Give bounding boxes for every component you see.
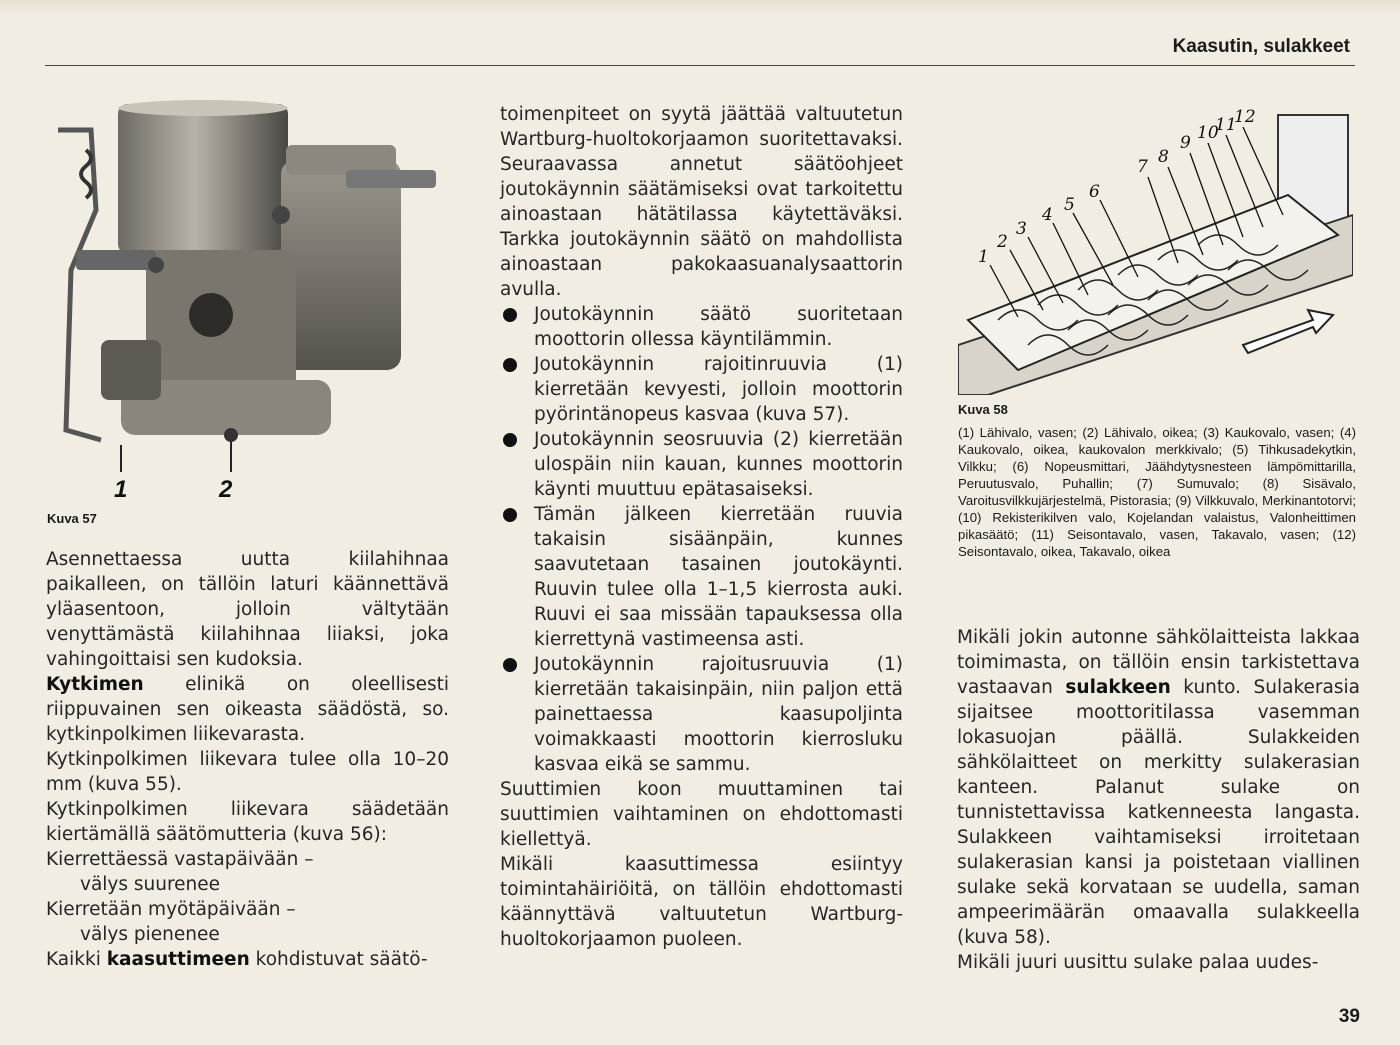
bullet-item	[500, 652, 903, 777]
bold-term: sulakkeen	[1065, 677, 1171, 698]
bold-term: kaasuttimeen	[106, 949, 250, 970]
column-2	[500, 102, 903, 952]
paragraph: välys suurenee	[80, 874, 221, 895]
bullet-text: Joutokäynnin rajoitusruuvia (1) kierretään takaisinpäin, niin paljon että painettaessa kaasupoljinta voimakkaasti moottorin kierrosluku kasvaa eikä se sammu.	[534, 654, 903, 775]
bullet-icon	[503, 358, 517, 372]
column-3	[957, 625, 1360, 975]
header-rule	[45, 65, 1355, 66]
paragraph-text: Mikäli jokin autonne sähkölaitteista lakkaa toimimasta, on tällöin ensin tarkistettava vastaavan	[957, 627, 1360, 698]
bullet-item	[500, 427, 903, 502]
figure58-caption: Kuva 58	[958, 402, 1008, 417]
fuse-number: 1	[978, 247, 989, 267]
paragraph: välys pienenee	[80, 924, 220, 945]
fuse-number: 12	[1234, 107, 1256, 127]
paragraph: Suuttimien koon muuttaminen tai suuttimien vaihtaminen on ehdottomasti kiellettyä.	[500, 779, 903, 850]
figure57-label-1: 1	[114, 476, 128, 503]
fuse-number: 4	[1042, 205, 1053, 225]
carburetor-photo-icon	[46, 100, 446, 500]
bullet-icon	[503, 308, 517, 322]
paragraph: Mikäli kaasuttimessa esiintyy toimintahäiriöitä, on tällöin ehdottomasti käännyttävä valtuutetun Wartburg-huoltokorjaamon puoleen.	[500, 854, 903, 950]
figure57-caption: Kuva 57	[47, 511, 97, 526]
paragraph: Kytkinpolkimen liikevara tulee olla 10–20 mm (kuva 55).	[46, 749, 449, 795]
bullet-item	[500, 302, 903, 352]
paragraph: toimenpiteet on syytä jäättää valtuutetun Wartburg-huoltokorjaamon suoritettavaksi. Seuraavassa annetut säätöohjeet joutokäynnin säätämiseksi ovat tarkoitettu ainoastaan hätätilassa käytettäväksi. Tarkka joutokäynnin säätö on mahdollista ainoastaan pakokaasuanalysaattorin avulla.	[500, 104, 903, 300]
fuse-number: 8	[1158, 147, 1169, 167]
page-number: 39	[1338, 1006, 1360, 1027]
fuse-number: 10	[1197, 123, 1219, 143]
fuse-box-diagram-icon	[958, 105, 1353, 395]
paragraph-text: kunto. Sulakerasia sijaitsee moottoritilassa vasemman lokasuojan päällä. Sulakkeiden sähkölaitteet on merkitty sulakerasian kanteen. Palanut sulake on tunnistettavissa katkenneesta langasta. Sulakkeen vaihtamiseksi irroitetaan sulakerasian kansi ja poistetaan viallinen sulake sekä korvataan se uudella, saman ampeerimäärän omaavalla sulakkeella (kuva 58).	[957, 677, 1360, 948]
bullet-item	[500, 502, 903, 652]
bullet-icon	[503, 508, 517, 522]
fuse-number: 9	[1180, 133, 1191, 153]
paragraph	[957, 625, 1360, 950]
page-header: Kaasutin, sulakkeet	[1172, 36, 1350, 57]
paragraph-text: elinikä on oleellisesti riippuvainen sen oikeasta säädöstä, so. kytkinpolkimen liikevarasta.	[46, 674, 449, 745]
paragraph-text: Kaikki	[46, 949, 107, 970]
paragraph: Kierrettäessä vastapäivään –	[46, 849, 314, 870]
bullet-text: Tämän jälkeen kierretään ruuvia takaisin sisäänpäin, kunnes saavutetaan tasainen joutokäynti. Ruuvin tulee olla 1–1,5 kierrosta auki. Ruuvi ei saa missään tapauksessa olla kierrettynä vastimeensa asti.	[534, 504, 903, 650]
bullet-icon	[503, 658, 517, 672]
paragraph: Kierretään myötäpäivään –	[46, 899, 296, 920]
paragraph: Asennettaessa uutta kiilahihnaa paikalleen, on tällöin laturi käännettävä yläasentoon, jolloin vältytään venyttämästä kiilahihnaa liiaksi, joka vahingoittaisi sen kudoksia.	[46, 549, 449, 670]
fuse-number: 6	[1089, 182, 1100, 202]
column-1	[46, 547, 449, 972]
paragraph	[46, 672, 449, 747]
fuse-number: 11	[1215, 115, 1237, 135]
figure58-legend: (1) Lähivalo, vasen; (2) Lähivalo, oikea; (3) Kaukovalo, vasen; (4) Kaukovalo, oikea, kaukovalon merkkivalo; (5) Tihkusadekytkin, Vilkku; (6) Nopeusmittari, Jäähdytysnesteen lämpömittarilla, Peruutusvalo, Puhallin; (7) Sumuvalo; (8) Sisävalo, Varoitusvilkkujärjestelmä, Pistorasia; (9) Vilkkuvalo, Merkinantotorvi; (10) Rekisterikilven valo, Kojelandan valaistus, Valonheittimen pikasäätö; (11) Seisontavalo, vasen, Takavalo, vasen; (12) Seisontavalo, oikea, Takavalo, oikea	[958, 425, 1356, 559]
bullet-text: Joutokäynnin rajoitinruuvia (1) kierretään kevyesti, jolloin moottorin pyörintänopeus kasvaa (kuva 57).	[534, 354, 903, 425]
bullet-text: Joutokäynnin seosruuvia (2) kierretään ulospäin niin kauan, kunnes moottorin käynti muuttuu epätasaiseksi.	[534, 429, 903, 500]
paragraph: Mikäli juuri uusittu sulake palaa uudes-	[957, 952, 1319, 973]
page-edge	[0, 0, 1400, 14]
bold-term: Kytkimen	[46, 674, 144, 695]
fuse-number: 5	[1064, 195, 1075, 215]
paragraph-text: kohdistuvat säätö-	[249, 949, 428, 970]
fuse-number: 7	[1137, 157, 1148, 177]
bullet-text: Joutokäynnin säätö suoritetaan moottorin ollessa käyntilämmin.	[534, 304, 903, 350]
bullet-item	[500, 352, 903, 427]
fuse-number: 2	[997, 232, 1008, 252]
paragraph: Kytkinpolkimen liikevara säädetään kiertämällä säätömutteria (kuva 56):	[46, 799, 449, 845]
paragraph	[46, 947, 449, 972]
bullet-icon	[503, 433, 517, 447]
figure57-label-2: 2	[219, 476, 233, 503]
fuse-number: 3	[1016, 219, 1027, 239]
